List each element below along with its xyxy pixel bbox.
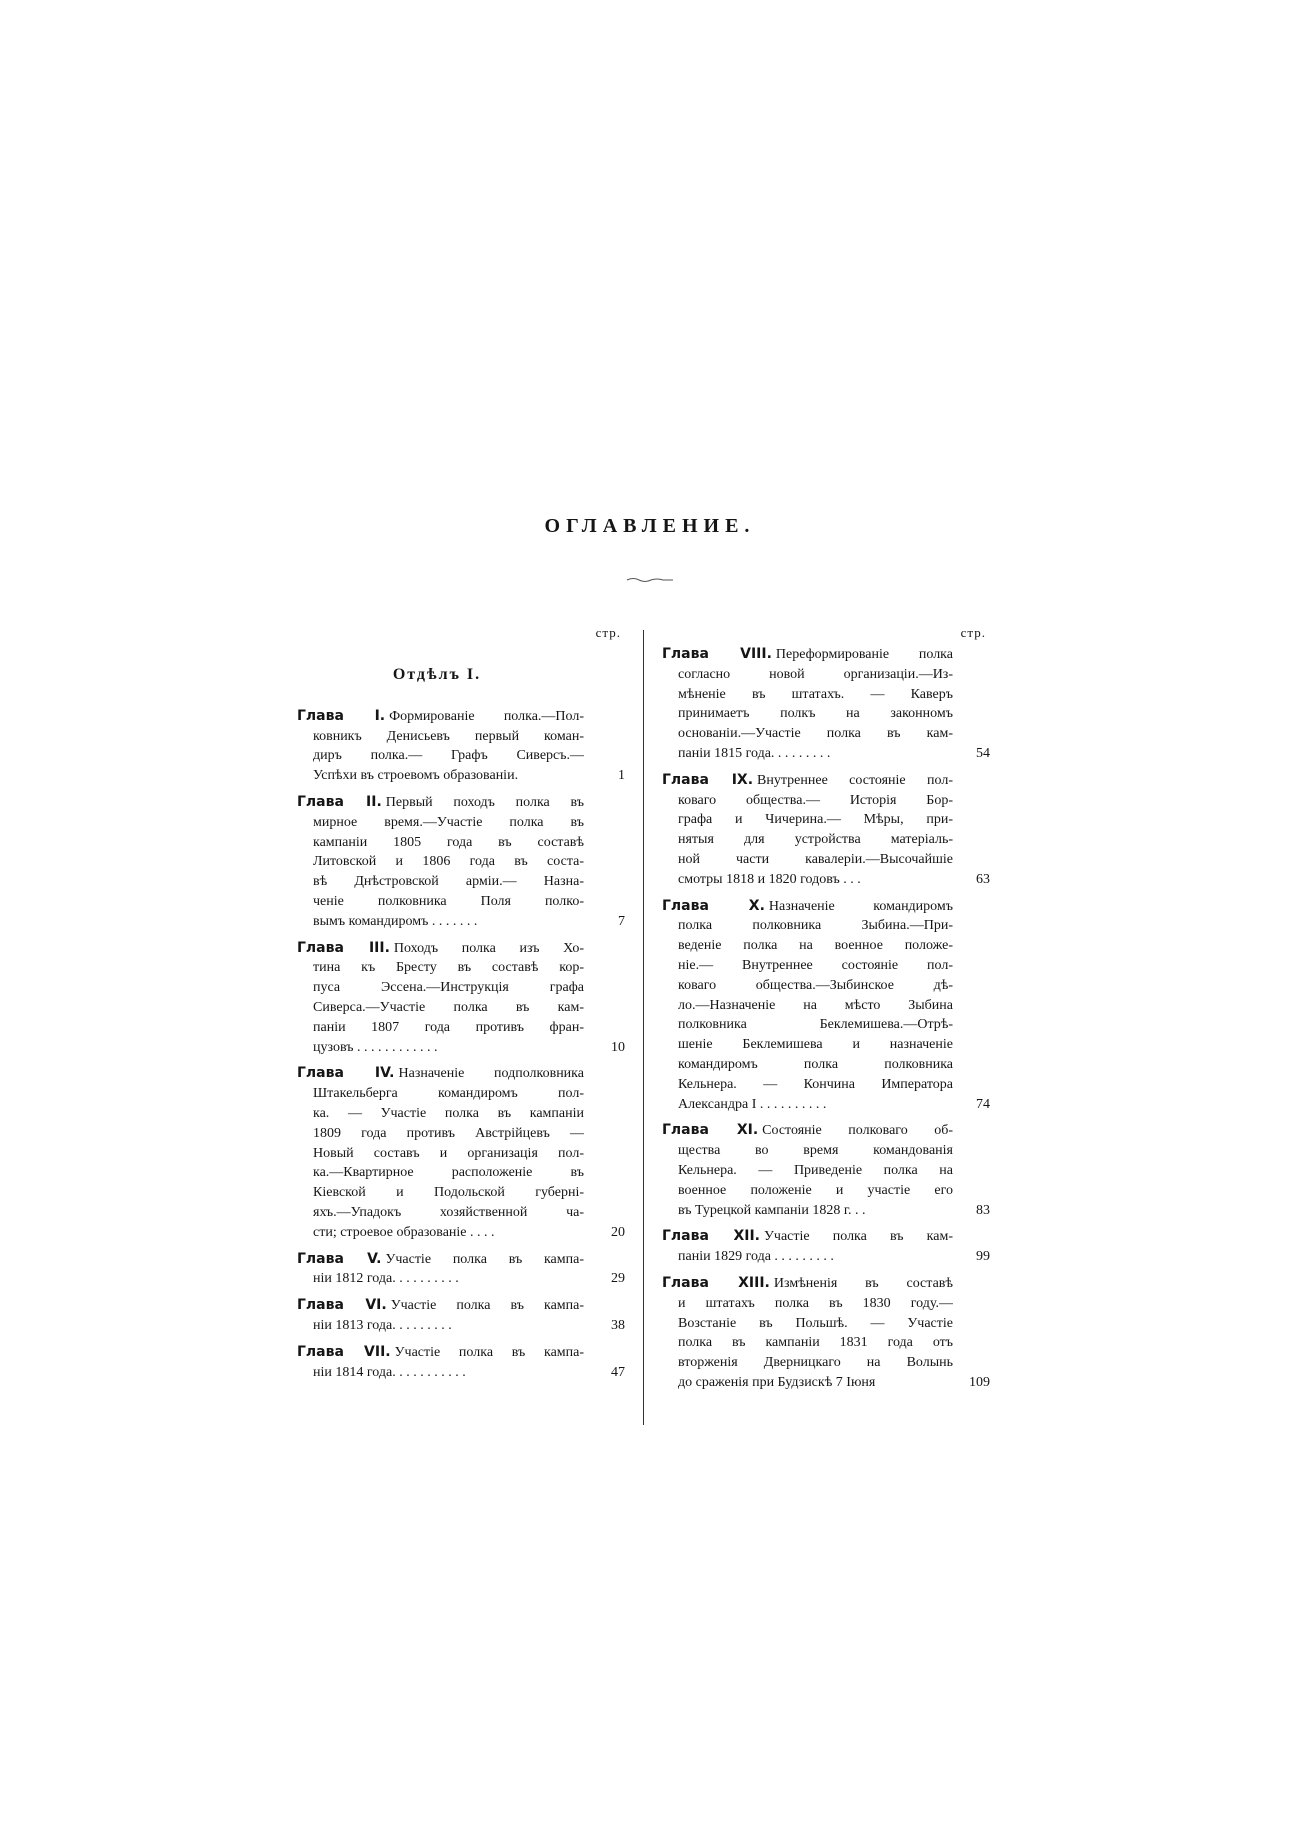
toc-entry-line — [662, 1015, 953, 1035]
chapter-description: Состояніе полковаго об- — [762, 1123, 953, 1139]
chapter-description: Формированіе полка.—Пол- — [389, 708, 584, 724]
toc-entry-text — [662, 1227, 953, 1267]
chapter-description: Первый походъ полка въ — [385, 794, 584, 810]
page-number: 47 — [611, 1364, 625, 1380]
chapter-label: Глава VIII. — [662, 646, 772, 662]
page-header-right: стр. — [960, 625, 986, 640]
chapter-label: Глава I. — [297, 707, 386, 724]
page-number: 7 — [618, 913, 625, 929]
chapter-description: Кельнера. — Кончина Императора — [678, 1076, 953, 1092]
toc-entry-line — [297, 1183, 584, 1203]
chapter-label: Глава XIII. — [662, 1274, 770, 1291]
toc-entry-line — [297, 912, 584, 932]
chapter-description: ка.—Квартирное расположеніе въ — [313, 1165, 584, 1181]
toc-entry-text — [662, 897, 953, 1115]
chapter-description: ніе.— Внутреннее состояніе пол- — [678, 957, 953, 973]
chapter-description: ной части кавалеріи.—Высочайшіе — [678, 851, 953, 867]
chapter-description: ніи 1812 года. . . . . . . . . . — [313, 1271, 459, 1287]
toc-entry-line — [297, 939, 584, 959]
chapter-label: Глава X. — [662, 897, 765, 914]
toc-entry-line — [297, 1038, 584, 1058]
toc-entry-line — [662, 1161, 953, 1181]
toc-entry-line — [297, 1018, 584, 1038]
toc-entry-line — [662, 976, 953, 996]
chapter-label: Глава VI. — [297, 1297, 387, 1314]
toc-entry-line — [297, 727, 584, 747]
chapter-description: вторженія Дверницкаго на Волынь — [678, 1355, 953, 1371]
toc-entry-line — [662, 1121, 953, 1141]
chapter-description: шеніе Беклемишева и назначеніе — [678, 1037, 953, 1053]
toc-entry-line — [297, 1269, 584, 1289]
toc-entry-line — [297, 746, 584, 766]
chapter-description: основаніи.—Участіе полка въ кам- — [678, 726, 953, 742]
chapter-description: ченіе полковника Поля полко- — [313, 893, 584, 909]
toc-entry-line — [662, 685, 953, 705]
chapter-description: ніи 1814 года. . . . . . . . . . . — [313, 1364, 466, 1380]
toc-entry-line — [662, 704, 953, 724]
page-title: ОГЛАВЛЕНИЕ. — [544, 515, 756, 537]
chapter-label: Глава IX. — [662, 771, 754, 788]
chapter-description: Участіе полка въ кам- — [764, 1229, 953, 1245]
toc-entry-line — [662, 1075, 953, 1095]
page-header-left: стр. — [595, 625, 621, 640]
chapter-description: Назначеніе подполковника — [398, 1066, 584, 1082]
toc-entry-line — [662, 1181, 953, 1201]
toc-entry-line — [297, 998, 584, 1018]
page-number: 109 — [969, 1374, 990, 1390]
chapter-description: яхъ.—Упадокъ хозяйственной ча- — [313, 1204, 584, 1220]
toc-entry-line — [297, 978, 584, 998]
chapter-description: до сраженія при Будзискѣ 7 Іюня — [678, 1374, 876, 1390]
toc-entry-line — [662, 1141, 953, 1161]
chapter-description: графа и Чичерина.— Мѣры, при- — [678, 812, 953, 828]
toc-entry[interactable] — [662, 1274, 992, 1393]
toc-entry-line — [297, 852, 584, 872]
chapter-description: Походъ полка изъ Хо- — [393, 940, 584, 956]
page-number: 54 — [976, 745, 990, 761]
chapter-description: Кельнера. — Приведеніе полка на — [678, 1162, 953, 1178]
chapter-description: сти; строевое образованіе . . . . — [313, 1224, 495, 1240]
toc-entry[interactable] — [297, 1296, 627, 1336]
toc-entry-text — [662, 1121, 953, 1220]
chapter-description: мѣненіе въ штатахъ. — Каверъ — [678, 686, 953, 702]
chapter-description: Сиверса.—Участіе полка въ кам- — [313, 999, 584, 1015]
toc-entry-text — [297, 1250, 584, 1290]
toc-entry[interactable] — [662, 645, 992, 764]
chapter-description: Участіе полка въ кампа- — [390, 1298, 584, 1314]
toc-entry-line — [662, 810, 953, 830]
toc-entry[interactable] — [297, 793, 627, 932]
toc-entry-line — [662, 1095, 953, 1115]
chapter-label: Глава II. — [297, 793, 382, 810]
page-number: 83 — [976, 1202, 990, 1218]
toc-entry-line — [662, 1294, 953, 1314]
toc-left-column — [297, 623, 627, 1389]
toc-entry-line — [297, 1363, 584, 1383]
chapter-description: пуса Эссена.—Инструкція графа — [313, 980, 584, 996]
toc-entry-line — [297, 1343, 584, 1363]
chapter-description: паніи 1815 года. . . . . . . . . — [678, 745, 831, 761]
toc-entry-line — [662, 870, 953, 890]
chapter-description: кампаніи 1805 года въ составѣ — [313, 834, 584, 850]
chapter-label: Глава III. — [297, 939, 390, 956]
toc-entry[interactable] — [662, 897, 992, 1115]
toc-entry-line — [297, 958, 584, 978]
chapter-description: Успѣхи въ строевомъ образованіи. — [313, 768, 519, 784]
toc-entry-line — [297, 1064, 584, 1084]
toc-entry-line — [662, 771, 953, 791]
toc-entry-line — [662, 956, 953, 976]
chapter-description: смотры 1818 и 1820 годовъ . . . — [678, 871, 861, 887]
chapter-description: паніи 1807 года противъ фран- — [313, 1019, 584, 1035]
chapter-description: ніи 1813 года. . . . . . . . . — [313, 1317, 452, 1333]
toc-entry-line — [297, 1144, 584, 1164]
page-number: 38 — [611, 1317, 625, 1333]
toc-entry-line — [297, 813, 584, 833]
toc-entry-line — [662, 1274, 953, 1294]
toc-entry-line — [662, 1314, 953, 1334]
toc-entry[interactable] — [297, 1250, 627, 1290]
column-divider — [643, 630, 644, 1425]
toc-entry-line — [662, 1227, 953, 1247]
page-number: 63 — [976, 871, 990, 887]
chapter-description: Александра I . . . . . . . . . . — [678, 1096, 827, 1112]
chapter-description: Переформированіе полка — [775, 647, 953, 662]
toc-entry-line — [662, 1055, 953, 1075]
ornament-divider — [625, 577, 675, 583]
toc-entry[interactable] — [662, 1227, 992, 1267]
chapter-description: полка полковника Зыбина.—При- — [678, 918, 953, 934]
toc-entry-line — [662, 830, 953, 850]
toc-entry-line — [662, 791, 953, 811]
page-number: 10 — [611, 1039, 625, 1055]
toc-entry-line — [297, 1250, 584, 1270]
page-number: 74 — [976, 1096, 990, 1112]
chapter-description: веденіе полка на военное положе- — [678, 938, 953, 954]
toc-entry-line — [297, 707, 584, 727]
chapter-description: цузовъ . . . . . . . . . . . . — [313, 1039, 438, 1055]
page-number: 99 — [976, 1249, 990, 1265]
chapter-description: ка. — Участіе полка въ кампаніи — [313, 1105, 584, 1121]
toc-entry[interactable] — [662, 1121, 992, 1220]
toc-entry-line — [662, 897, 953, 917]
toc-entry-line — [297, 793, 584, 813]
toc-entry[interactable] — [297, 1064, 627, 1242]
toc-entry-line — [297, 892, 584, 912]
toc-entry-text — [297, 939, 584, 1058]
toc-entry-line — [297, 1316, 584, 1336]
toc-entry-line — [297, 1296, 584, 1316]
toc-entry[interactable] — [297, 707, 627, 786]
toc-entry-line — [662, 1373, 953, 1393]
chapter-description: принимаетъ полкъ на законномъ — [678, 706, 953, 722]
toc-entry-line — [297, 872, 584, 892]
chapter-description: согласно новой организаціи.—Из- — [678, 666, 953, 682]
toc-entry-text — [297, 1296, 584, 1336]
toc-entry-line — [662, 744, 953, 764]
toc-entry[interactable] — [662, 771, 992, 890]
chapter-description: коваго общества.—Зыбинское дѣ- — [678, 977, 953, 993]
toc-entry-line — [662, 936, 953, 956]
chapter-label: Глава XI. — [662, 1122, 759, 1139]
chapter-description: полка въ кампаніи 1831 года отъ — [678, 1335, 953, 1351]
chapter-label: Глава IV. — [297, 1065, 395, 1082]
toc-entry-text — [297, 793, 584, 932]
chapter-description: тина къ Бресту въ составѣ кор- — [313, 960, 584, 976]
chapter-label: Глава VII. — [297, 1343, 391, 1360]
toc-entry-line — [297, 1124, 584, 1144]
toc-entry-text — [662, 1274, 953, 1393]
chapter-description: коваго общества.— Исторія Бор- — [678, 792, 953, 808]
toc-entry-line — [662, 996, 953, 1016]
toc-entry-line — [662, 665, 953, 685]
toc-entry-text — [297, 1343, 584, 1383]
chapter-description: Новый составъ и организація пол- — [313, 1145, 584, 1161]
chapter-description: мирное время.—Участіе полка въ — [313, 814, 584, 830]
toc-entry-line — [662, 645, 953, 665]
chapter-label: Глава XII. — [662, 1228, 760, 1245]
chapter-description: полковника Беклемишева.—Отрѣ- — [678, 1017, 953, 1033]
chapter-description: нятыя для устройства матеріаль- — [678, 832, 953, 848]
toc-entry-line — [662, 850, 953, 870]
section-heading: Отдѣлъ I. — [392, 666, 482, 683]
chapter-description: вѣ Днѣстровской арміи.— Назна- — [313, 874, 584, 890]
chapter-description: Назначеніе командиромъ — [768, 898, 953, 914]
toc-entry-line — [662, 1333, 953, 1353]
toc-entry-text — [297, 1064, 584, 1242]
toc-entry-line — [662, 1353, 953, 1373]
toc-entry-line — [297, 1084, 584, 1104]
chapter-description: диръ полка.— Графъ Сиверсъ.— — [313, 748, 584, 764]
chapter-description: Литовской и 1806 года въ соста- — [313, 854, 584, 870]
toc-entry-line — [662, 724, 953, 744]
toc-entry-line — [297, 1223, 584, 1243]
toc-entry-line — [297, 833, 584, 853]
toc-entry[interactable] — [297, 939, 627, 1058]
page-number: 29 — [611, 1271, 625, 1287]
chapter-description: Кіевской и Подольской губерні- — [313, 1185, 584, 1201]
toc-entry-line — [662, 1247, 953, 1267]
toc-entry-text — [662, 645, 953, 764]
toc-entry-line — [662, 1201, 953, 1221]
chapter-description: Участіе полка въ кампа- — [385, 1251, 584, 1267]
toc-entry-line — [662, 916, 953, 936]
toc-entry-text — [297, 707, 584, 786]
page-number: 1 — [618, 768, 625, 784]
chapter-description: 1809 года противъ Австрійцевъ — — [313, 1125, 584, 1141]
chapter-description: военное положеніе и участіе его — [678, 1182, 953, 1198]
chapter-description: Возстаніе въ Польшѣ. — Участіе — [678, 1315, 953, 1331]
toc-right-column — [662, 623, 992, 1400]
page-number: 20 — [611, 1224, 625, 1240]
chapter-description: паніи 1829 года . . . . . . . . . — [678, 1249, 834, 1265]
toc-entry-line — [297, 1203, 584, 1223]
chapter-description: ло.—Назначеніе на мѣсто Зыбина — [678, 997, 953, 1013]
chapter-description: Внутреннее состояніе пол- — [757, 772, 953, 788]
chapter-description: ковникъ Денисьевъ первый коман- — [313, 728, 584, 744]
toc-entry[interactable] — [297, 1343, 627, 1383]
chapter-description: Участіе полка въ кампа- — [394, 1344, 584, 1360]
chapter-description: и штатахъ полка въ 1830 году.— — [678, 1295, 953, 1311]
chapter-description: въ Турецкой кампаніи 1828 г. . . — [678, 1202, 866, 1218]
chapter-description: вымъ командиромъ . . . . . . . — [313, 913, 478, 929]
chapter-description: Измѣненія въ составѣ — [773, 1275, 953, 1291]
toc-entry-line — [297, 1163, 584, 1183]
toc-entry-line — [297, 1104, 584, 1124]
chapter-description: Штакельберга командиромъ пол- — [313, 1086, 584, 1102]
toc-entry-text — [662, 771, 953, 890]
chapter-description: щества во время командованія — [678, 1143, 953, 1159]
chapter-label: Глава V. — [297, 1250, 382, 1267]
toc-entry-line — [297, 766, 584, 786]
toc-entry-line — [662, 1035, 953, 1055]
chapter-description: командиромъ полка полковника — [678, 1056, 953, 1072]
